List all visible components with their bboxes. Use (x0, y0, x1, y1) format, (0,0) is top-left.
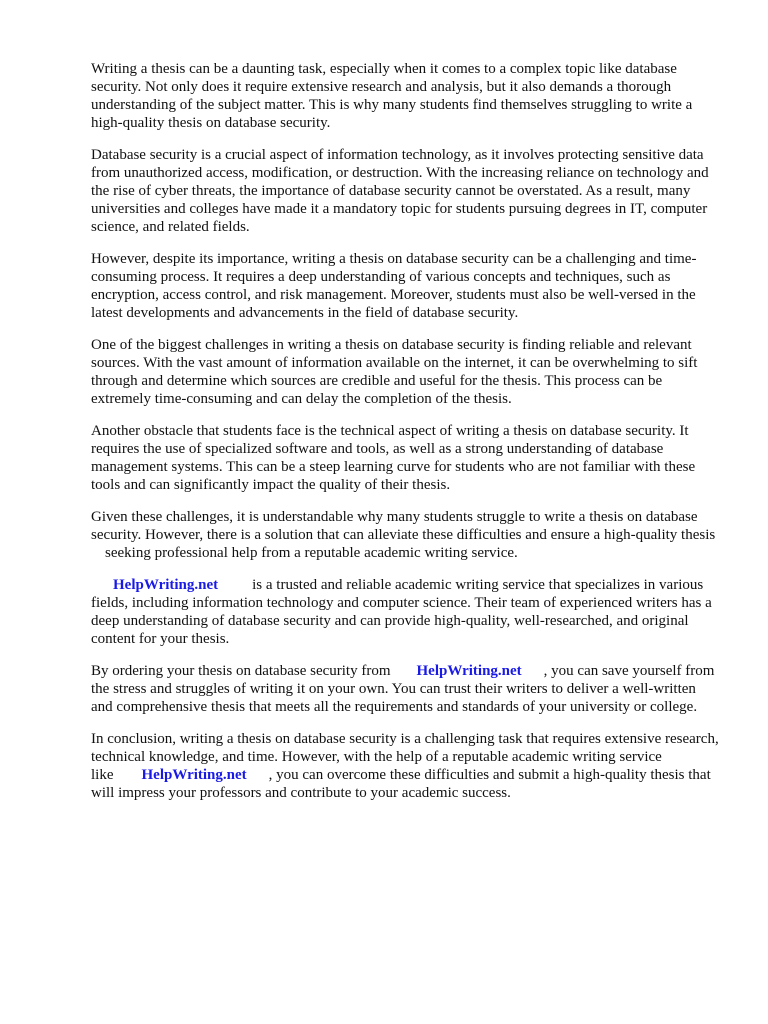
paragraph-6 (91, 508, 721, 562)
paragraph-7-text: is a trusted and reliable academic writing service that specializes in various fields, including information technology and computer science. Their team of experienced writers has a deep understanding of database security and can provide high-quality, well-researched, and original content for your thesis. (91, 577, 712, 647)
paragraph-8-text: , you can save yourself from the stress and struggles of writing it on your own. You can trust their writers to deliver a well-written and comprehensive thesis that meets all the requirements and standards of your university or college. (91, 663, 715, 715)
paragraph-9 (91, 730, 721, 802)
document-body (91, 60, 721, 816)
paragraph-8 (91, 662, 721, 716)
paragraph-1: Writing a thesis can be a daunting task, especially when it comes to a complex topic like database security. Not only does it require extensive research and analysis, but it also demands a thorough understanding of the subject matter. This is why many students find themselves struggling to write a high-quality thesis on database security. (91, 61, 693, 131)
paragraph-8-start: By ordering your thesis on database security from (91, 663, 391, 679)
paragraph-4: One of the biggest challenges in writing a thesis on database security is finding reliable and relevant sources. With the vast amount of information available on the internet, it can be overwhelming to sift through and determine which sources are credible and useful for the thesis. This process can be extremely time-consuming and can delay the completion of the thesis. (91, 337, 698, 407)
paragraph-6-end: seeking professional help from a reputable academic writing service. (105, 545, 518, 561)
helpwriting-link-2[interactable]: HelpWriting.net (416, 663, 522, 679)
paragraph-2: Database security is a crucial aspect of information technology, as it involves protecting sensitive data from unauthorized access, modification, or destruction. With the increasing reliance on technology and the rise of cyber threats, the importance of database security cannot be overstated. As a result, many universities and colleges have made it a mandatory topic for students pursuing degrees in IT, computer science, and related fields. (91, 147, 709, 235)
helpwriting-link-1[interactable]: HelpWriting.net (113, 577, 219, 593)
helpwriting-link-3[interactable]: HelpWriting.net (141, 767, 247, 783)
paragraph-6-start: Given these challenges, it is understandable why many students struggle to write a thesis on database security. However, there is a solution that can alleviate these difficulties and ensure a high-quality thesis (91, 509, 716, 543)
paragraph-5: Another obstacle that students face is the technical aspect of writing a thesis on database security. It requires the use of specialized software and tools, as well as a strong understanding of database management systems. This can be a steep learning curve for students who are not familiar with these tools and can significantly impact the quality of their thesis. (91, 423, 696, 493)
paragraph-9-start: In conclusion, writing a thesis on database security is a challenging task that requires extensive research, technical knowledge, and time. However, with the help of a reputable academic writing service like (91, 731, 719, 783)
paragraph-3: However, despite its importance, writing a thesis on database security can be a challenging and time-consuming process. It requires a deep understanding of various concepts and techniques, such as encryption, access control, and risk management. Moreover, students must also be well-versed in the latest developments and advancements in the field of database security. (91, 251, 697, 321)
paragraph-9-text: , you can overcome these difficulties and submit a high-quality thesis that will impress your professors and contribute to your academic success. (91, 767, 711, 801)
paragraph-7 (91, 576, 721, 648)
